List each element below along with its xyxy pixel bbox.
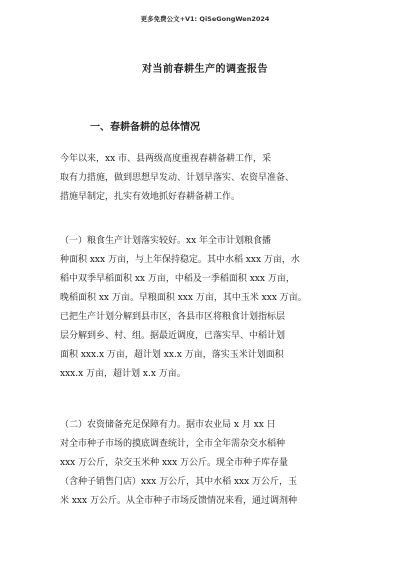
paragraph-line: 措施早制定，扎实有效地抓好春耕备耕工作。 [60, 192, 241, 202]
paragraph-line: 米 xxx 万公斤。从全市种子市场反馈情况来看，通过调剂种 [60, 496, 297, 506]
paragraph-line: 取有力措施，做到思想早发动、计划早落实、农资早准备、 [60, 173, 295, 183]
paragraph-line: 今年以来，xx 市、县两级高度重视春耕备耕工作，采 [60, 154, 272, 164]
paragraph-supplies [60, 416, 360, 511]
section-heading: 一、春耕备耕的总体情况 [90, 122, 200, 133]
paragraph-line: 晚稻面积 xx 万亩。早粮面积 xxx 万亩，其中玉米 xxx 万亩。 [60, 293, 307, 303]
header-note: 更多免费公文+V1: QiSeGongWen2024 [140, 15, 270, 23]
paragraph-line: 对全市种子市场的摸底调查统计，全市全年需杂交水稻种 [60, 439, 286, 449]
paragraph-line: （二）农资储备充足保障有力。据市农业局 x 月 xx 日 [60, 420, 276, 430]
paragraph-line: 已把生产计划分解到县市区，各县市区将粮食计划指标层 [60, 312, 286, 322]
paragraph-line: 种面积 xxx 万亩，与上年保持稳定。其中水稻 xxx 万亩，水 [60, 255, 300, 265]
paragraph-line: xxx.x 万亩，超计划 x.x 万亩。 [60, 369, 186, 379]
paragraph-line: 面积 xxx.x 万亩，超计划 xx.x 万亩，落实玉米计划面积 [60, 350, 284, 360]
paragraph-line: 稻中双季早稻面积 xx 万亩，中稻及一季稻面积 xxx 万亩， [60, 274, 295, 284]
document-title: 对当前春耕生产的调查报告 [142, 64, 268, 75]
paragraph-line: （一）粮食生产计划落实较好。xx 年全市计划粮食播 [60, 236, 272, 246]
paragraph-intro [60, 150, 360, 207]
paragraph-grain-plan [60, 232, 360, 384]
paragraph-line: xxx 万公斤，杂交玉米种 xxx 万公斤。现全市种子库存量 [60, 458, 289, 468]
paragraph-line: （含种子销售门店）xxx 万公斤，其中水稻 xxx 万公斤，玉 [60, 477, 298, 487]
paragraph-line: 层分解到乡、村、组。据最近调度，已落实早、中稻计划 [60, 331, 286, 341]
